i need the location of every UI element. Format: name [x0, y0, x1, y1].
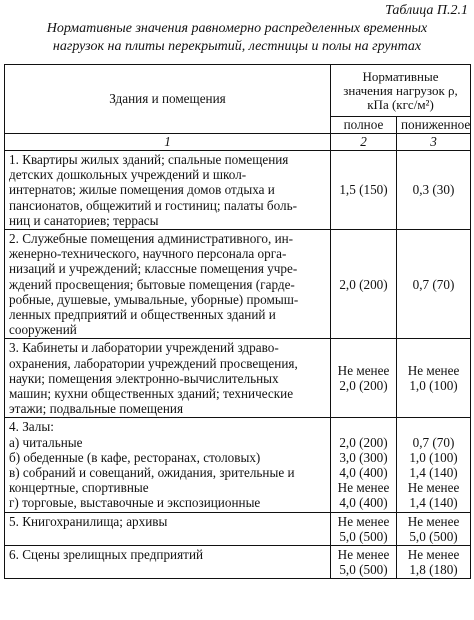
full-load-value: Не менее 5,0 (500) — [331, 512, 397, 545]
reduced-load-value: 0,7 (70) 1,0 (100) 1,4 (140) Не менее 1,4 (140) — [397, 418, 471, 512]
load-norms-table — [4, 64, 471, 579]
full-load-value: Не менее 5,0 (500) — [331, 546, 397, 579]
caption-line: нагрузок на плиты перекрытий, лестницы и полы на грунтах — [52, 39, 422, 54]
reduced-load-value: Не менее 5,0 (500) — [397, 512, 471, 545]
table-row — [5, 230, 471, 339]
reduced-load-value: Не менее 1,0 (100) — [397, 339, 471, 418]
column-number-2: 2 — [331, 134, 397, 151]
room-description: 6. Сцены зрелищных предприятий — [5, 546, 331, 579]
reduced-load-value: 0,3 (30) — [397, 151, 471, 230]
caption-line: Нормативные значения равномерно распределенных временных — [46, 21, 428, 36]
table-row — [5, 339, 471, 418]
full-load-value: Не менее 2,0 (200) — [331, 339, 397, 418]
table-number: Таблица П.2.1 — [385, 3, 468, 18]
table-caption — [0, 20, 474, 56]
reduced-load-value: Не менее 1,8 (180) — [397, 546, 471, 579]
room-description: 3. Кабинеты и лаборатории учреждений здраво- охранения, лаборатории учреждений просвещения, науки; помещения электронно-вычислительных машин; кухни общественных зданий; технические этажи; подвальные помещения — [5, 339, 331, 418]
header-full: полное — [331, 117, 397, 134]
room-description: 5. Книгохранилища; архивы — [5, 512, 331, 545]
header-reduced: пониженное — [397, 117, 471, 134]
table-row — [5, 418, 471, 512]
column-number-1: 1 — [5, 134, 331, 151]
room-description: 2. Служебные помещения административного, ин- женерно-технического, научного персонала орга- низаций и учреждений; классные помещения учре- ждений просвещения; бытовые помещения (гарде- робные, душевые, умывальные, уборные) промыш- ленных предприятий и общественных зданий и сооружений — [5, 230, 331, 339]
header-buildings: Здания и помещения — [5, 65, 331, 134]
table-row — [5, 546, 471, 579]
full-load-value: 2,0 (200) — [331, 230, 397, 339]
room-description: 4. Залы: а) читальные б) обеденные (в кафе, ресторанах, столовых) в) собраний и совещаний, ожидания, зрительные и концертные, спортивные г) торговые, выставочные и экспозиционные — [5, 418, 331, 512]
column-number-3: 3 — [397, 134, 471, 151]
room-description: 1. Квартиры жилых зданий; спальные помещения детских дошкольных учреждений и школ- интернатов; жилые помещения домов отдыха и пансионатов, общежитий и гостиниц; палаты боль- ниц и санаториев; террасы — [5, 151, 331, 230]
full-load-value: 1,5 (150) — [331, 151, 397, 230]
full-load-value: 2,0 (200) 3,0 (300) 4,0 (400) Не менее 4,0 (400) — [331, 418, 397, 512]
reduced-load-value: 0,7 (70) — [397, 230, 471, 339]
table-row — [5, 151, 471, 230]
header-load-values: Нормативные значения нагрузок ρ, кПа (кгс/м²) — [331, 65, 471, 117]
table-row — [5, 512, 471, 545]
